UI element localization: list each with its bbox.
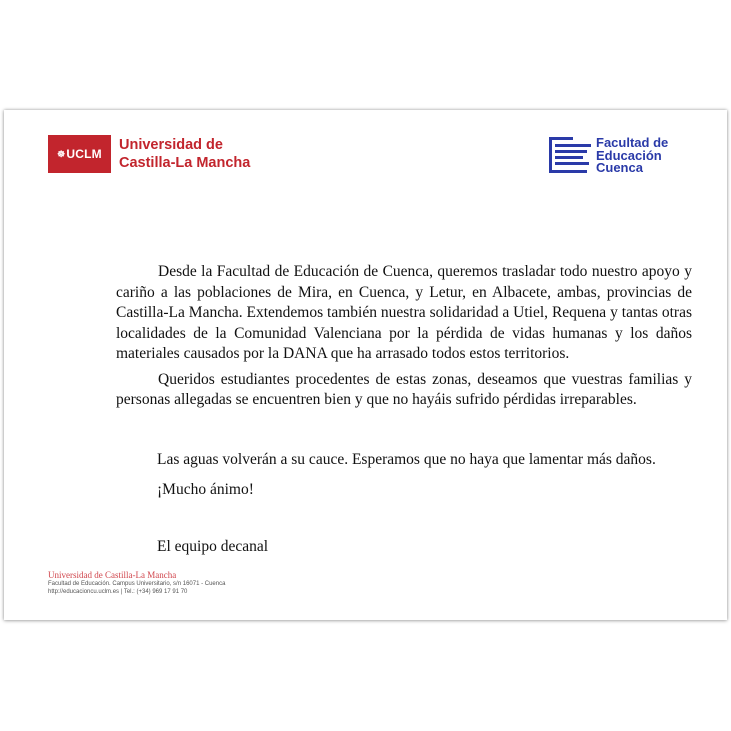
paragraph-solidarity: Desde la Facultad de Educación de Cuenca, queremos trasladar todo nuestro apoyo y cariño a las poblaciones de Mira, en Cuenca, y Letur, en Albacete, ambas, provincias de Castilla-La Mancha. Extendemos también nuestra solidaridad a Utiel, Requena y tantas otras localidades de la Comunidad Valenciana por la pérdida de vidas humanas y los daños materiales causados por la DANA que ha arrasado todos estos territorios. xyxy=(116,263,692,362)
facultad-name xyxy=(596,137,668,175)
signature: El equipo decanal xyxy=(157,538,269,555)
footer-address: Facultad de Educación. Campus Universitario, s/n 16071 - Cuenca xyxy=(48,581,226,587)
line-animo: ¡Mucho ánimo! xyxy=(157,481,254,498)
uclm-name xyxy=(119,136,250,172)
footer xyxy=(48,570,225,596)
uclm-logo xyxy=(48,135,250,173)
uclm-badge-text: UCLM xyxy=(66,147,102,161)
paragraph-students: Queridos estudiantes procedentes de estas zonas, deseamos que vuestras familias y personas allegadas se encuentren bien y que no hayáis sufrido pérdidas irreparables. xyxy=(116,370,692,408)
uclm-name-line1: Universidad de xyxy=(119,137,223,153)
facultad-logo xyxy=(549,137,668,175)
facultad-line1: Facultad de xyxy=(596,135,669,150)
facultad-line3: Cuenca xyxy=(596,160,643,175)
uclm-name-line2: Castilla-La Mancha xyxy=(119,155,251,171)
letter-body xyxy=(116,262,692,411)
footer-university: Universidad de Castilla-La Mancha xyxy=(48,570,177,580)
facultad-line2: Educación xyxy=(596,147,662,163)
line-aguas: Las aguas volverán a su cauce. Esperamos que no haya que lamentar más daños. xyxy=(157,451,656,468)
uclm-emblem-icon: ☸ xyxy=(57,148,66,159)
letter-page xyxy=(4,110,727,620)
uclm-badge xyxy=(48,135,111,173)
footer-contact: http://educacioncu.uclm.es | Tel.: (+34) 969 17 91 70 xyxy=(48,588,188,595)
facultad-emblem-icon xyxy=(549,137,591,173)
